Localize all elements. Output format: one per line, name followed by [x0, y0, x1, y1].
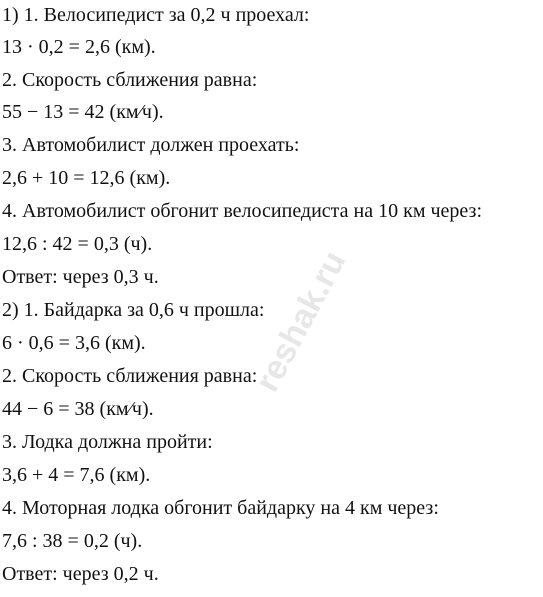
- part1-step4-calc: 12,6 : 42 = 0,3 (ч).: [2, 233, 153, 255]
- part2-step2-calc: 44 − 6 = 38 (км⁄ч).: [2, 398, 154, 420]
- part2-step2-text: 2. Скорость сближения равна:: [2, 365, 258, 387]
- site-watermark: reshak.ru: [248, 244, 354, 398]
- part1-step2-calc: 55 − 13 = 42 (км⁄ч).: [2, 101, 164, 123]
- part2-step4-text: 4. Моторная лодка обгонит байдарку на 4 км через:: [2, 497, 439, 519]
- part1-step4-text: 4. Автомобилист обгонит велосипедиста на 10 км через:: [2, 200, 483, 222]
- part2-step3-calc: 3,6 + 4 = 7,6 (км).: [2, 464, 151, 486]
- part2-step4-calc: 7,6 : 38 = 0,2 (ч).: [2, 530, 143, 552]
- part2-step1-text: 2) 1. Байдарка за 0,6 ч прошла:: [2, 299, 265, 321]
- part1-step3-calc: 2,6 + 10 = 12,6 (км).: [2, 167, 171, 189]
- part1-answer: Ответ: через 0,3 ч.: [2, 266, 159, 288]
- part1-step2-text: 2. Скорость сближения равна:: [2, 69, 258, 91]
- part1-step1-text: 1) 1. Велосипедист за 0,2 ч проехал:: [2, 4, 310, 26]
- part2-step3-text: 3. Лодка должна пройти:: [2, 431, 213, 453]
- part1-step3-text: 3. Автомобилист должен проехать:: [2, 134, 300, 156]
- part2-step1-calc: 6 · 0,6 = 3,6 (км).: [2, 332, 146, 354]
- part1-step1-calc: 13 · 0,2 = 2,6 (км).: [2, 36, 156, 58]
- part2-answer: Ответ: через 0,2 ч.: [2, 563, 159, 585]
